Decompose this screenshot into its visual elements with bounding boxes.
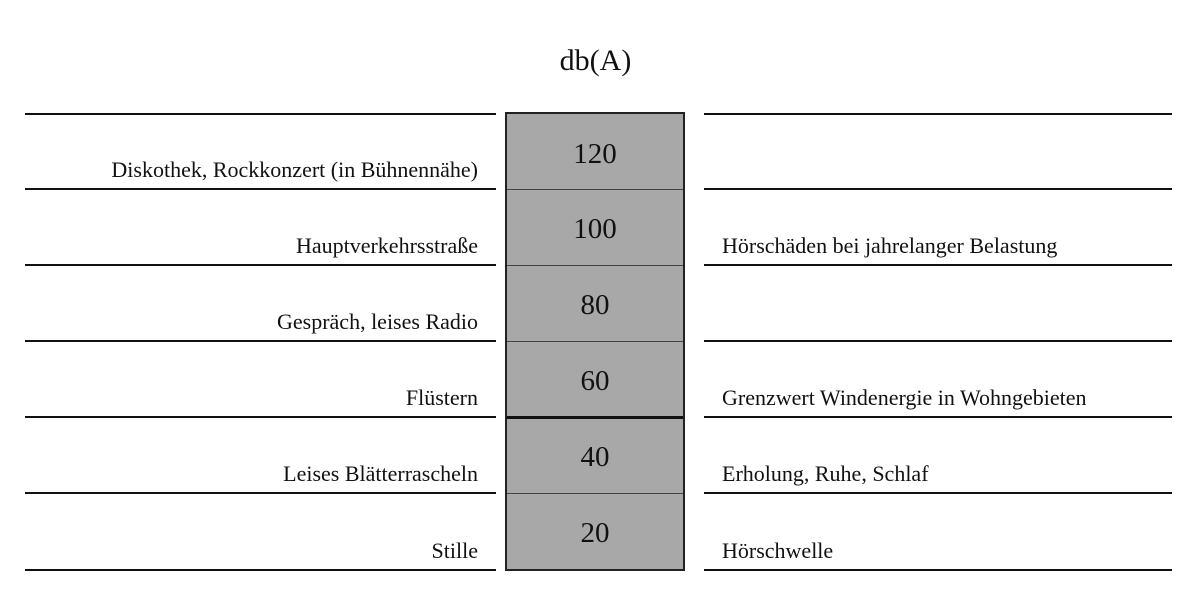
left-rule-line xyxy=(25,569,496,571)
left-label-20: Stille xyxy=(431,538,478,563)
left-label-120: Diskothek, Rockkonzert (in Bühnennähe) xyxy=(111,157,478,182)
level-120: 120 xyxy=(573,138,617,170)
left-rule-line xyxy=(25,416,496,418)
right-rule-line xyxy=(704,492,1172,494)
right-label-20: Hörschwelle xyxy=(722,538,834,563)
left-label-80: Gespräch, leises Radio xyxy=(277,309,478,334)
left-rule-line xyxy=(25,340,496,342)
level-60: 60 xyxy=(580,365,610,397)
left-rule-line xyxy=(25,492,496,494)
left-rule-line xyxy=(25,113,496,115)
level-100: 100 xyxy=(573,213,617,245)
level-20: 20 xyxy=(580,517,610,549)
unit-title: db(A) xyxy=(559,44,632,77)
left-label-60: Flüstern xyxy=(405,385,478,410)
right-label-60: Grenzwert Windenergie in Wohngebieten xyxy=(722,385,1087,410)
right-label-100: Hörschäden bei jahrelanger Belastung xyxy=(722,233,1058,258)
right-rule-line xyxy=(704,416,1172,418)
right-rule-line xyxy=(704,340,1172,342)
left-rule-line xyxy=(25,188,496,190)
right-rule-line xyxy=(704,188,1172,190)
right-label-40: Erholung, Ruhe, Schlaf xyxy=(722,461,929,486)
level-40: 40 xyxy=(580,441,610,473)
decibel-scale xyxy=(505,112,685,571)
right-rule-line xyxy=(704,569,1172,571)
left-label-100: Hauptverkehrsstraße xyxy=(295,233,478,258)
level-80: 80 xyxy=(580,289,610,321)
left-rule-line xyxy=(25,264,496,266)
right-rule-line xyxy=(704,264,1172,266)
right-rule-line xyxy=(704,113,1172,115)
left-label-40: Leises Blätterrascheln xyxy=(283,461,478,486)
